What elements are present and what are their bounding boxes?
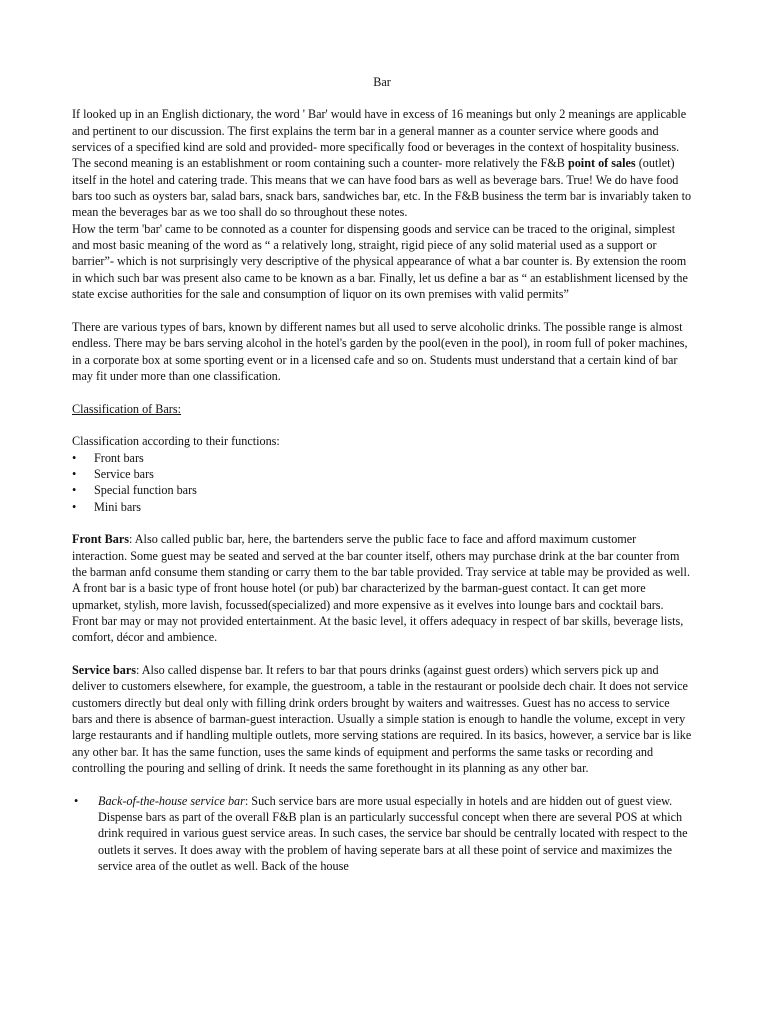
front-bars-label: Front Bars [72,532,129,547]
service-bars-label: Service bars [72,663,136,678]
service-bars-paragraph [72,662,692,776]
types-paragraph: There are various types of bars, known by different names but all used to serve alcoholic drinks. The possible range is almost endless. There may be bars serving alcohol in the hotel's garden by the pool(even in the pool), in room full of poker machines, in a corporate box at some sporting event or in a licensed cafe and so on. Students must understand that a certain kind of bar may fit under more than one classification. [72,319,688,383]
bullet-icon: • [72,450,77,465]
bullet-icon: • [72,483,77,498]
page-title: Bar [373,75,391,89]
back-of-house-label: Back-of-the-house service bar [98,793,245,808]
point-of-sales-bold: point of sales [567,156,636,171]
classification-list [72,450,692,515]
origin-paragraph: How the term 'bar' came to be connoted as a counter for dispensing goods and service can be traced to the original, simplest and most basic meaning of the word as “ a relatively long, straight, rigid piece of any solid material used as a support or barrier”- which is not surprisingly very descriptive of the physical appearance of what a bar counter is. By extension the room in which such bar was present also came to be known as a bar. Finally, let us define a bar as “ an establishment licensed by the state excise authorities for the sale and consumption of liquor on its own premises with valid permits” [72,221,688,302]
list-item-label: Special function bars [94,483,197,498]
list-item [72,793,692,875]
list-item-label: Service bars [94,466,154,481]
service-bar-subtypes [72,793,692,875]
intro-text: If looked up in an English dictionary, the word ' Bar' would have in excess of 16 meanings but only 2 meanings are applicable and pertinent to our discussion. The first explains the term bar in a general manner as a counter service where goods and services of a specified kind are sold and provided- more specifically food or beverages in the context of hospitality business. The second meaning is an establishment or room containing such a counter- more relatively the F&B [72,107,687,171]
intro-rest-text: (outlet) itself in the hotel and catering trade. This means that we can have food bars as well as beverage bars. True! We do have food bars too such as oysters bar, salad bars, snack bars, sandwiches bar, etc. In the F&B business the term bar is invariably taken to mean the beverages bar as we too shall do so throughout these notes. [72,156,692,220]
list-item-label: Mini bars [94,499,142,514]
classification-heading: Classification of Bars: [72,401,181,416]
document-page [72,74,692,875]
intro-paragraph [72,106,692,220]
list-item [72,499,692,515]
list-item [72,450,692,466]
bullet-icon: • [72,499,77,514]
front-bars-text: : Also called public bar, here, the bartenders serve the public face to face and afford maximum customer interaction. Some guest may be seated and served at the bar counter itself, others may purchase drink at the bar counter from the barman anfd consume them standing or carry them to the bar table provided. Tray service at table may be provided as well. A front bar is a basic type of front house hotel (or pub) bar characterized by the barman-guest contact. It can get more upmarket, stylish, more lavish, focussed(specialized) and more expensive as it evelves into lounge bars and cocktail bars. Front bar may or may not provided entertainment. At the basic level, it offers adequacy in respect of bar skills, beverage lists, comfort, décor and ambience. [72,532,690,645]
bullet-icon: • [74,793,79,808]
list-item [72,466,692,482]
service-bars-text: : Also called dispense bar. It refers to bar that pours drinks (against guest orders) which servers pick up and deliver to customers elsewhere, for example, the guestroom, a table in the restaurant or poolside dech chair. It does not service customers directly but deal only with filling drink orders brought by waiters and waitresses. Guest has no access to service bars and there is absence of barman-guest interaction. Usually a simple station is enough to handle the volume, except in very large restaurants and if handling multiple outlets, more serving stations are required. In its basics, however, a service bar is like any other bar. It has the same function, uses the same kinds of equipment and performs the same tasks or recording and controlling the pouring and selling of drink. It needs the same forethought in its planning as any other bar. [72,663,692,776]
back-of-house-text: : Such service bars are more usual especially in hotels and are hidden out of guest view. Dispense bars as part of the overall F&B plan is an particularly successful concept when there are several POS at which drink required in various guest service areas. In such cases, the service bar should be centrally located with respect to the outlets it serves. It does away with the problem of having seperate bars at all these point of service and maximizes the service area of the outlet as well. Back of the house [98,793,688,874]
bullet-icon: • [72,466,77,481]
front-bars-paragraph [72,531,692,645]
list-item [72,482,692,498]
list-item-label: Front bars [94,450,144,465]
classification-intro: Classification according to their functions: [72,434,280,449]
